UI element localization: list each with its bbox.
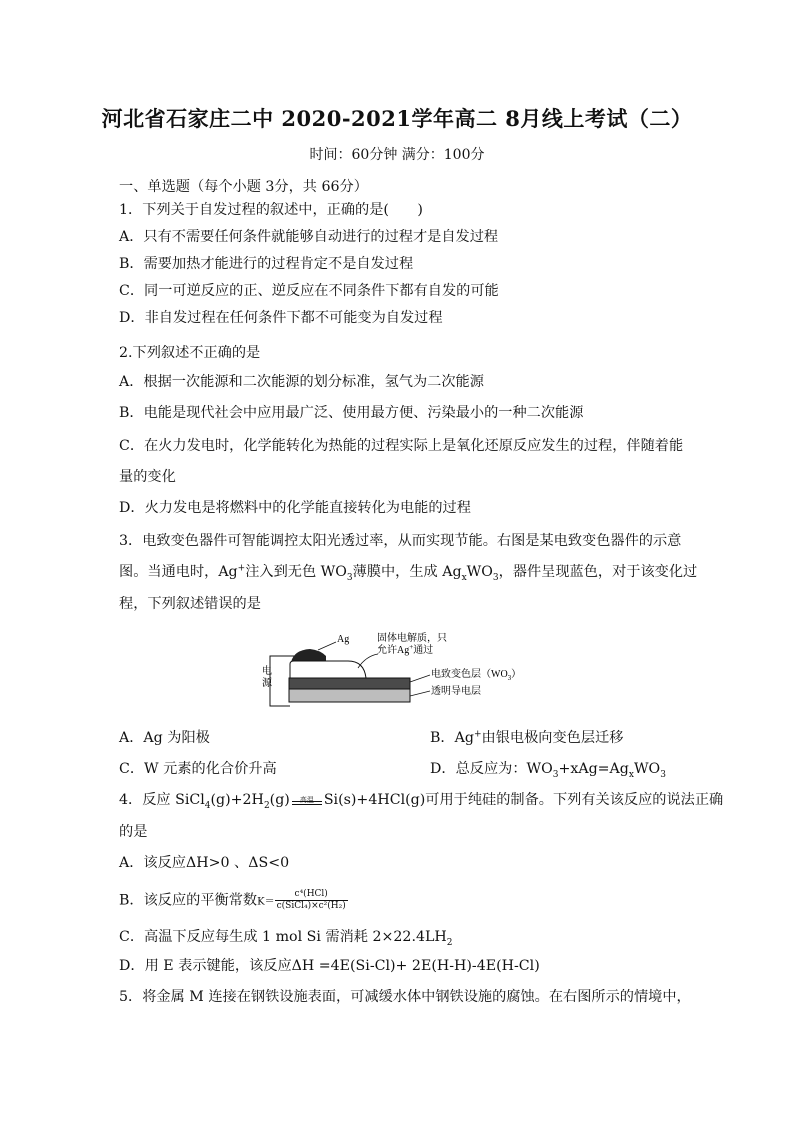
- q4-option-a: A．该反应ΔH>0 、ΔS<0: [119, 855, 290, 871]
- q4-stem-line2: 的是: [119, 824, 148, 840]
- electrochromic-device-diagram: [258, 628, 538, 710]
- electrochromic-layer: [289, 678, 410, 689]
- q3-option-d: D．总反应为：$WO_3+xAg=Ag_xWO_3$: [430, 761, 666, 780]
- label-electrolyte-2: 允许Ag+通过: [377, 643, 434, 656]
- reaction-arrow-high-temp: 高温: [290, 793, 324, 807]
- q1-option-b: B．需要加热才能进行的过程肯定不是自发过程: [119, 256, 414, 272]
- solid-electrolyte: [290, 661, 366, 678]
- q3-option-b: B．Ag+由银电极向变色层迁移: [430, 729, 624, 746]
- q1-stem: 1．下列关于自发过程的叙述中，正确的是( ): [119, 202, 423, 218]
- q4-option-d: D．用 E 表示键能，该反应ΔH =4E(Si-Cl)+ 2E(H-H)-4E(H-Cl): [119, 958, 540, 974]
- q1-option-c: C．同一可逆反应的正、逆反应在不同条件下都有自发的可能: [119, 283, 499, 299]
- q2-option-c-line2: 量的变化: [119, 469, 176, 485]
- q2-option-a: A．根据一次能源和二次能源的划分标准，氢气为二次能源: [119, 374, 484, 390]
- ag-electrode: [291, 649, 326, 662]
- label-electrolyte-1: 固体电解质，只: [377, 633, 447, 644]
- label-power-2: 源: [262, 678, 272, 689]
- section-heading: 一、单选题（每个小题 3分，共 66分）: [119, 179, 368, 195]
- q5-stem-line1: 5．将金属 M 连接在钢铁设施表面，可减缓水体中钢铁设施的腐蚀。在右图所示的情境中，: [119, 989, 691, 1005]
- leader-line-ag: [318, 642, 336, 650]
- q4-stem-line1: 4．反应 $SiCl_4(g)+2H_2(g)$ 高温 Si(s)+4HCl(g)可用于纯硅的制备。下列有关该反应的说法正确: [119, 792, 724, 811]
- q2-option-d: D．火力发电是将燃料中的化学能直接转化为电能的过程: [119, 500, 471, 516]
- equilibrium-constant-fraction: $\frac{\text{c⁴(HCl)}}{\text{c(SiCl₄)×c²(H₂)}}$: [276, 889, 346, 911]
- q3-option-c: C．W 元素的化合价升高: [119, 761, 277, 777]
- q3-stem-line3: 程，下列叙述错误的是: [119, 596, 261, 612]
- q3-option-a: A．Ag 为阳极: [119, 730, 210, 746]
- label-ag: Ag: [337, 634, 350, 645]
- q3-stem-line2: 图。当通电时，Ag+注入到无色 $WO_3$薄膜中，生成 $Ag_xWO_3$，器件呈现蓝色，对于该变化过: [119, 563, 698, 583]
- q4-option-c: C．高温下反应每生成 1 mol Si 需消耗 $2\times 22.4LH_2$: [119, 929, 453, 948]
- leader-line-wo3: [410, 675, 430, 682]
- label-power-1: 电: [262, 666, 272, 677]
- q3-stem-line1: 3．电致变色器件可智能调控太阳光透过率，从而实现节能。右图是某电致变色器件的示意: [119, 533, 682, 549]
- q2-option-b: B．电能是现代社会中应用最广泛、使用最方便、污染最小的一种二次能源: [119, 405, 584, 421]
- q1-option-a: A．只有不需要任何条件就能够自动进行的过程才是自发过程: [119, 229, 499, 245]
- q4-option-b: B．该反应的平衡常数K＝ $\frac{\text{c⁴(HCl)}}{\text{c(SiCl₄)×c²(H₂)}}$: [119, 889, 346, 911]
- q2-option-c-line1: C．在火力发电时，化学能转化为热能的过程实际上是氧化还原反应发生的过程，伴随着能: [119, 438, 684, 454]
- exam-time-score: 时间：60分钟 满分：100分: [309, 147, 485, 163]
- leader-line-conductive: [410, 691, 430, 696]
- transparent-conductive-layer: [289, 689, 410, 702]
- q2-stem: 2.下列叙述不正确的是: [119, 345, 261, 361]
- label-wo3: 电致变色层$(WO_3)$: [431, 669, 522, 682]
- label-conductive: 透明导电层: [431, 686, 481, 697]
- exam-title: 河北省石家庄二中 2020-2021学年高二 8月线上考试（二）: [101, 106, 693, 131]
- q1-option-d: D．非自发过程在任何条件下都不可能变为自发过程: [119, 310, 443, 326]
